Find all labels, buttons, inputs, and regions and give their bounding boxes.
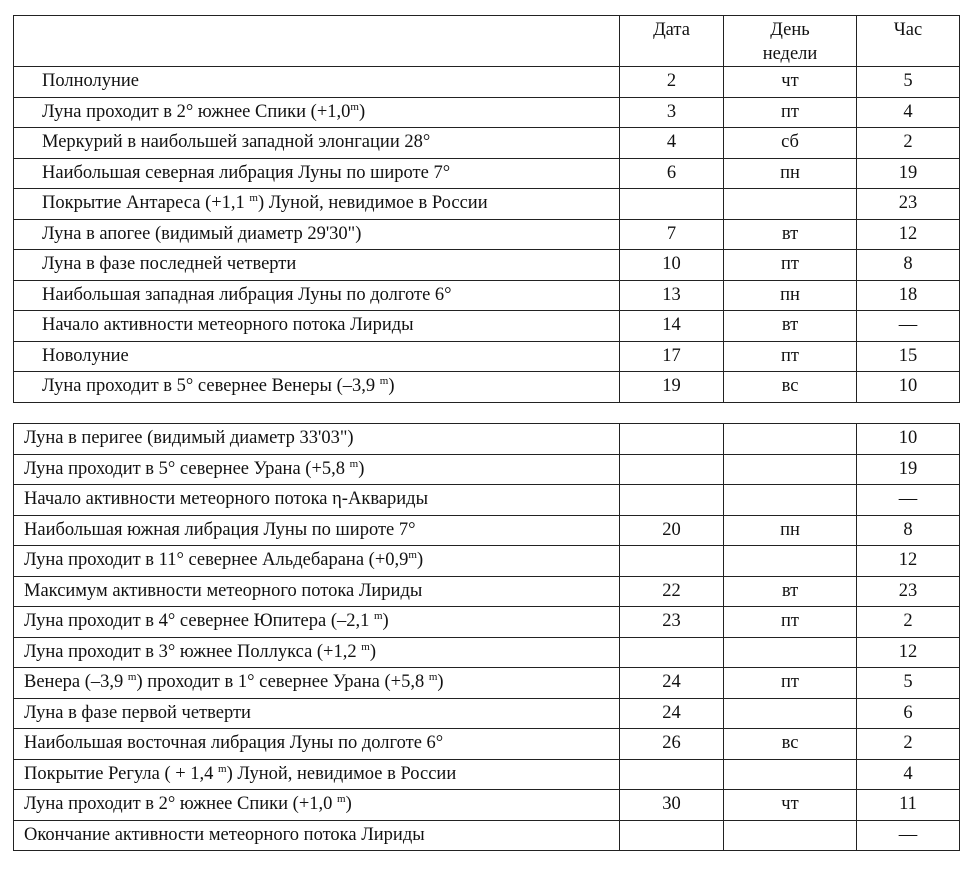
event-text: ): [358, 101, 366, 122]
table-row: [14, 607, 960, 638]
magnitude-superscript: m: [361, 640, 370, 653]
weekday-cell: пт: [724, 668, 857, 699]
event-text: Полнолуние: [42, 71, 139, 92]
event-text: Покрытие Антареса (+1,1: [42, 193, 250, 214]
table-row: [14, 790, 960, 821]
weekday-cell: [724, 637, 857, 668]
table-row: [14, 668, 960, 699]
date-cell: [620, 424, 724, 455]
event-text: Венера (–3,9: [24, 672, 128, 693]
date-cell: 10: [620, 250, 724, 281]
event-text: Луна в фазе первой четверти: [24, 702, 251, 723]
event-cell: [14, 607, 620, 638]
weekday-cell: [724, 485, 857, 516]
event-cell: [14, 698, 620, 729]
weekday-cell: [724, 424, 857, 455]
event-text: Начало активности метеорного потока η-Аквариды: [24, 489, 429, 510]
event-text: Луна в апогее (видимый диаметр 29'30"): [42, 223, 362, 244]
event-text: ): [358, 458, 365, 479]
event-cell: [14, 790, 620, 821]
event-text: ): [388, 376, 395, 397]
date-cell: 23: [620, 607, 724, 638]
hour-cell: 5: [857, 668, 960, 699]
event-text: Луна в фазе последней четверти: [42, 254, 297, 275]
weekday-cell: чт: [724, 67, 857, 98]
magnitude-superscript: m: [373, 610, 383, 623]
event-cell: [14, 424, 620, 455]
event-cell: [14, 820, 620, 851]
event-cell: [14, 485, 620, 516]
event-text: ): [416, 550, 424, 571]
hour-cell: 23: [857, 189, 960, 220]
event-text: Начало активности метеорного потока Лириды: [42, 315, 414, 336]
magnitude-superscript: m: [218, 762, 227, 775]
weekday-cell: вт: [724, 311, 857, 342]
hour-cell: 8: [857, 250, 960, 281]
date-cell: 4: [620, 128, 724, 159]
table-header-row: [14, 16, 960, 67]
weekday-cell: пт: [724, 97, 857, 128]
hour-cell: 4: [857, 759, 960, 790]
table-row: [14, 820, 960, 851]
hour-cell: —: [857, 485, 960, 516]
event-cell: [14, 454, 620, 485]
weekday-cell: [724, 189, 857, 220]
event-text: ) проходит в 1° севернее Урана (+5,8: [136, 672, 429, 693]
date-cell: 17: [620, 341, 724, 372]
hour-cell: 15: [857, 341, 960, 372]
date-cell: [620, 637, 724, 668]
event-text: Луна проходит в 2° южнее Спики (+1,0: [24, 794, 338, 815]
weekday-cell: вт: [724, 576, 857, 607]
event-cell: [14, 250, 620, 281]
hour-cell: —: [857, 820, 960, 851]
hour-cell: 12: [857, 546, 960, 577]
magnitude-superscript: m: [428, 671, 438, 684]
event-text: ): [437, 672, 444, 693]
event-text: Наибольшая западная либрация Луны по долготе 6°: [42, 284, 452, 305]
table-row: [14, 729, 960, 760]
date-column-header: Дата: [620, 16, 724, 67]
hour-cell: 2: [857, 729, 960, 760]
table-row: [14, 97, 960, 128]
event-cell: [14, 341, 620, 372]
date-cell: [620, 454, 724, 485]
weekday-cell: пт: [724, 341, 857, 372]
magnitude-superscript: m: [249, 192, 258, 205]
date-cell: [620, 485, 724, 516]
table-row: [14, 189, 960, 220]
event-text: Меркурий в наибольшей западной элонгации 28°: [42, 132, 431, 153]
event-cell: [14, 576, 620, 607]
date-cell: 24: [620, 668, 724, 699]
date-cell: [620, 759, 724, 790]
date-cell: 14: [620, 311, 724, 342]
hour-cell: 6: [857, 698, 960, 729]
table-row: [14, 67, 960, 98]
weekday-cell: вс: [724, 729, 857, 760]
event-text: Луна проходит в 2° южнее Спики (+1,0: [42, 101, 351, 122]
event-cell: [14, 637, 620, 668]
hour-cell: 2: [857, 607, 960, 638]
hour-cell: 8: [857, 515, 960, 546]
event-text: ): [382, 611, 389, 632]
event-text: Наибольшая восточная либрация Луны по долготе 6°: [24, 733, 444, 754]
hour-cell: 5: [857, 67, 960, 98]
event-cell: [14, 67, 620, 98]
magnitude-superscript: m: [408, 549, 417, 562]
table-row: [14, 515, 960, 546]
hour-cell: 4: [857, 97, 960, 128]
event-text: Луна проходит в 5° севернее Урана (+5,8: [24, 458, 350, 479]
table-row: [14, 698, 960, 729]
event-cell: [14, 97, 620, 128]
table-row: [14, 219, 960, 250]
event-cell: [14, 311, 620, 342]
weekday-cell: [724, 759, 857, 790]
date-cell: 24: [620, 698, 724, 729]
table-row: [14, 454, 960, 485]
event-text: ) Луной, невидимое в России: [226, 763, 457, 784]
event-cell: [14, 280, 620, 311]
event-cell: [14, 759, 620, 790]
hour-cell: 19: [857, 454, 960, 485]
hour-cell: 11: [857, 790, 960, 821]
weekday-cell: пн: [724, 515, 857, 546]
event-column-header: [14, 16, 620, 67]
table-row: [14, 341, 960, 372]
table-row: [14, 128, 960, 159]
weekday-cell: пн: [724, 280, 857, 311]
event-cell: [14, 729, 620, 760]
weekday-cell: пт: [724, 250, 857, 281]
hour-cell: 2: [857, 128, 960, 159]
weekday-cell: [724, 546, 857, 577]
weekday-cell: вт: [724, 219, 857, 250]
weekday-cell: пн: [724, 158, 857, 189]
date-cell: 30: [620, 790, 724, 821]
date-cell: [620, 546, 724, 577]
event-text: Наибольшая северная либрация Луны по широте 7°: [42, 162, 451, 183]
date-cell: 26: [620, 729, 724, 760]
table-row: [14, 485, 960, 516]
date-cell: 3: [620, 97, 724, 128]
date-cell: 7: [620, 219, 724, 250]
event-cell: [14, 546, 620, 577]
date-cell: 20: [620, 515, 724, 546]
hour-cell: 12: [857, 219, 960, 250]
table-row: [14, 759, 960, 790]
hour-cell: 19: [857, 158, 960, 189]
event-text: Максимум активности метеорного потока Лириды: [24, 580, 423, 601]
event-cell: [14, 158, 620, 189]
event-text: Луна в перигее (видимый диаметр 33'03"): [24, 428, 354, 449]
event-text: Луна проходит в 3° южнее Поллукса (+1,2: [24, 641, 362, 662]
event-text: Окончание активности метеорного потока Лириды: [24, 824, 425, 845]
event-text: ) Луной, невидимое в России: [257, 193, 488, 214]
event-text: Луна проходит в 4° севернее Юпитера (–2,1: [24, 611, 374, 632]
date-cell: [620, 189, 724, 220]
event-cell: [14, 515, 620, 546]
weekday-cell: вс: [724, 372, 857, 403]
table-row: [14, 576, 960, 607]
weekday-cell: [724, 698, 857, 729]
hour-cell: —: [857, 311, 960, 342]
hour-column-header: Час: [857, 16, 960, 67]
table-row: [14, 637, 960, 668]
hour-cell: 10: [857, 424, 960, 455]
table-row: [14, 158, 960, 189]
magnitude-superscript: m: [337, 793, 346, 806]
hour-cell: 10: [857, 372, 960, 403]
table-row: [14, 372, 960, 403]
event-text: Луна проходит в 5° севернее Венеры (–3,9: [42, 376, 380, 397]
table-row: [14, 311, 960, 342]
event-cell: [14, 189, 620, 220]
date-cell: 6: [620, 158, 724, 189]
date-cell: [620, 820, 724, 851]
table-row: [14, 280, 960, 311]
event-text: Новолуние: [42, 345, 129, 366]
magnitude-superscript: m: [379, 375, 389, 388]
magnitude-superscript: m: [350, 100, 359, 113]
date-cell: 13: [620, 280, 724, 311]
table-row: [14, 546, 960, 577]
events-table-2: [13, 423, 960, 851]
weekday-cell: чт: [724, 790, 857, 821]
magnitude-superscript: m: [127, 671, 137, 684]
event-text: Луна проходит в 11° севернее Альдебарана (+0,9: [24, 550, 409, 571]
date-cell: 19: [620, 372, 724, 403]
events-table-1: [13, 15, 960, 403]
weekday-cell: [724, 820, 857, 851]
event-text: Покрытие Регула ( + 1,4: [24, 763, 219, 784]
hour-cell: 12: [857, 637, 960, 668]
weekday-cell: сб: [724, 128, 857, 159]
event-cell: [14, 372, 620, 403]
event-cell: [14, 128, 620, 159]
date-cell: 2: [620, 67, 724, 98]
table-row: [14, 250, 960, 281]
event-text: Наибольшая южная либрация Луны по широте 7°: [24, 519, 416, 540]
weekday-cell: [724, 454, 857, 485]
weekday-cell: пт: [724, 607, 857, 638]
date-cell: 22: [620, 576, 724, 607]
event-cell: [14, 668, 620, 699]
hour-cell: 18: [857, 280, 960, 311]
event-text: ): [345, 794, 352, 815]
event-text: ): [369, 641, 376, 662]
weekday-column-header: День недели: [724, 16, 857, 67]
table-row: [14, 424, 960, 455]
hour-cell: 23: [857, 576, 960, 607]
magnitude-superscript: m: [349, 457, 359, 470]
event-cell: [14, 219, 620, 250]
